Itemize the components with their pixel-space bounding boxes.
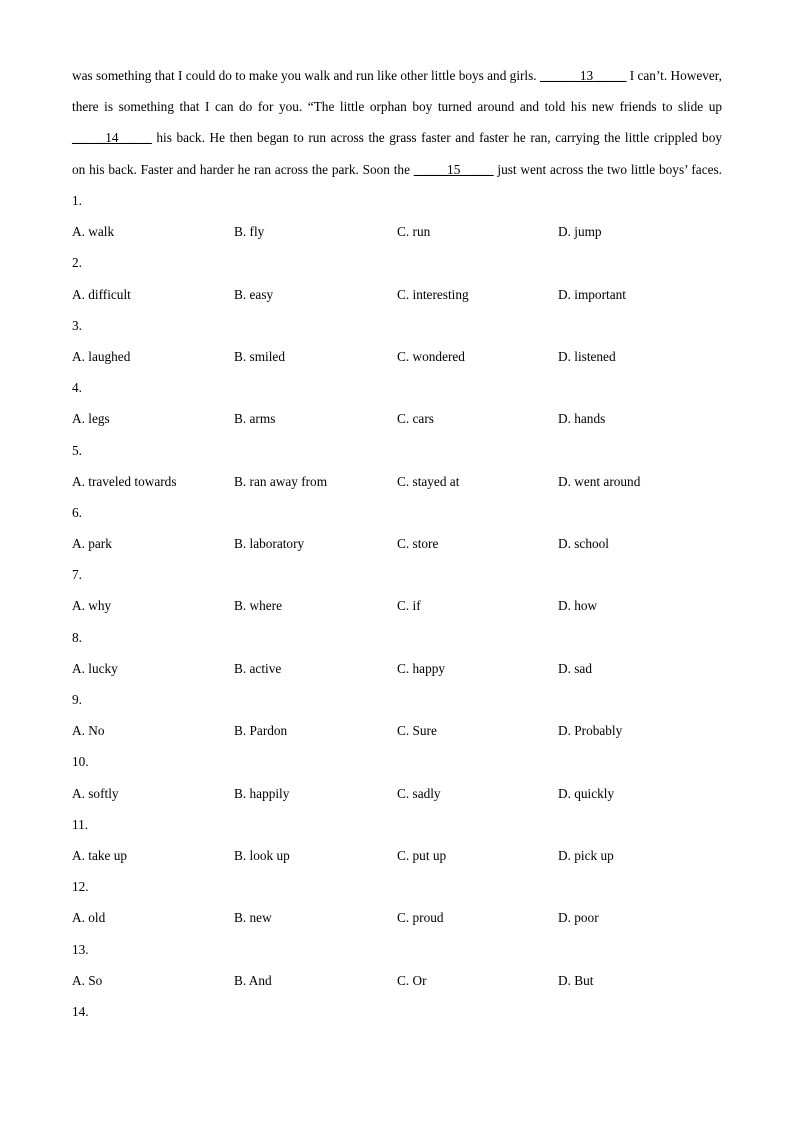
question-list [72, 185, 722, 1027]
option-row [72, 778, 722, 809]
option-b[interactable]: B. laboratory [234, 536, 305, 552]
question-number: 9. [72, 692, 82, 707]
option-b[interactable]: B. Pardon [234, 723, 288, 739]
option-b[interactable]: B. happily [234, 785, 290, 801]
option-row [72, 840, 722, 871]
option-row [72, 466, 722, 497]
option-a[interactable]: A. laughed [72, 348, 131, 364]
question-number: 3. [72, 317, 82, 333]
blank-14: _____14_____ [72, 130, 152, 146]
option-a[interactable]: A. lucky [72, 660, 118, 676]
passage-line-4 [72, 154, 722, 185]
option-row [72, 715, 722, 746]
question-number: 10. [72, 754, 89, 770]
option-a[interactable]: A. old [72, 910, 106, 926]
option-d[interactable]: D. listened [558, 348, 616, 364]
passage-line-3 [72, 122, 722, 153]
option-row [72, 653, 722, 684]
question-number: 13. [72, 941, 89, 957]
question-number: 4. [72, 380, 82, 396]
option-a[interactable]: A. softly [72, 785, 119, 801]
option-c[interactable]: C. wondered [397, 348, 465, 364]
option-row [72, 279, 722, 310]
question-9 [72, 684, 722, 746]
question-12 [72, 871, 722, 933]
option-c[interactable]: C. happy [397, 660, 446, 676]
question-11 [72, 809, 722, 871]
passage-line-2: there is something that I can do for you. “The little orphan boy turned around and told his new friends to slide up [72, 99, 722, 115]
passage-text: I can’t. However, [626, 68, 723, 83]
option-row [72, 965, 722, 996]
question-number: 1. [72, 193, 82, 208]
option-d[interactable]: D. important [558, 286, 626, 302]
question-2 [72, 247, 722, 309]
option-c[interactable]: C. run [397, 224, 431, 240]
option-c[interactable]: C. put up [397, 847, 447, 863]
question-number: 6. [72, 504, 82, 520]
option-c[interactable]: C. cars [397, 411, 434, 427]
question-number: 8. [72, 629, 82, 645]
option-a[interactable]: A. No [72, 723, 105, 739]
question-5 [72, 435, 722, 497]
question-number: 11. [72, 816, 89, 832]
option-d[interactable]: D. poor [558, 910, 599, 926]
passage-line-1 [72, 60, 722, 91]
question-number: 12. [72, 879, 89, 895]
option-b[interactable]: B. easy [234, 286, 274, 302]
option-c[interactable]: C. store [397, 536, 439, 552]
question-4 [72, 372, 722, 434]
option-b[interactable]: B. active [234, 660, 282, 676]
question-number: 5. [72, 442, 82, 458]
passage-text: on his back. Faster and harder he ran across the park. Soon the [72, 161, 414, 177]
option-d[interactable]: D. Probably [558, 723, 623, 739]
option-a[interactable]: A. difficult [72, 286, 131, 302]
question-7 [72, 559, 722, 621]
option-d[interactable]: D. went around [558, 473, 641, 489]
option-a[interactable]: A. take up [72, 847, 128, 863]
option-b[interactable]: B. And [234, 972, 272, 988]
question-number: 2. [72, 255, 82, 271]
question-8 [72, 622, 722, 684]
option-d[interactable]: D. sad [558, 660, 592, 676]
option-d[interactable]: D. how [558, 598, 598, 614]
option-c[interactable]: C. interesting [397, 286, 469, 302]
option-b[interactable]: B. fly [234, 224, 265, 240]
option-d[interactable]: D. quickly [558, 785, 615, 801]
option-b[interactable]: B. ran away from [234, 473, 328, 489]
blank-15: _____15_____ [413, 161, 494, 177]
option-c[interactable]: C. stayed at [397, 473, 460, 489]
passage [72, 60, 722, 185]
passage-text: was something that I could do to make you walk and run like other little boys and girls. [72, 68, 540, 83]
option-d[interactable]: D. But [558, 972, 594, 988]
option-row [72, 341, 722, 372]
option-b[interactable]: B. where [234, 598, 282, 614]
option-c[interactable]: C. Sure [397, 723, 437, 739]
option-d[interactable]: D. hands [558, 411, 606, 427]
option-row [72, 403, 722, 434]
option-d[interactable]: D. pick up [558, 847, 614, 863]
question-number: 14. [72, 1003, 89, 1019]
passage-text: just went across the two little boys’ faces. [493, 161, 722, 177]
option-b[interactable]: B. look up [234, 847, 290, 863]
option-b[interactable]: B. arms [234, 411, 276, 427]
option-a[interactable]: A. traveled towards [72, 473, 177, 489]
option-b[interactable]: B. smiled [234, 348, 285, 364]
option-row [72, 216, 722, 247]
option-c[interactable]: C. proud [397, 910, 444, 926]
question-13 [72, 934, 722, 996]
blank-13: ______13_____ [539, 68, 627, 83]
question-number: 7. [72, 567, 82, 583]
option-d[interactable]: D. school [558, 536, 609, 552]
option-row [72, 902, 722, 933]
option-a[interactable]: A. why [72, 598, 112, 614]
option-a[interactable]: A. walk [72, 224, 115, 240]
option-row [72, 528, 722, 559]
option-a[interactable]: A. So [72, 972, 103, 988]
option-a[interactable]: A. legs [72, 411, 110, 427]
option-d[interactable]: D. jump [558, 224, 602, 240]
option-c[interactable]: C. sadly [397, 785, 441, 801]
question-6 [72, 497, 722, 559]
passage-text: his back. He then began to run across the grass faster and faster he ran, carrying the little crippled boy [151, 130, 722, 146]
option-a[interactable]: A. park [72, 536, 112, 552]
option-c[interactable]: C. if [397, 598, 421, 614]
question-14 [72, 996, 722, 1027]
option-b[interactable]: B. new [234, 910, 272, 926]
question-3 [72, 310, 722, 372]
option-row [72, 590, 722, 621]
question-1 [72, 185, 722, 247]
option-c[interactable]: C. Or [397, 972, 427, 988]
question-10 [72, 746, 722, 808]
